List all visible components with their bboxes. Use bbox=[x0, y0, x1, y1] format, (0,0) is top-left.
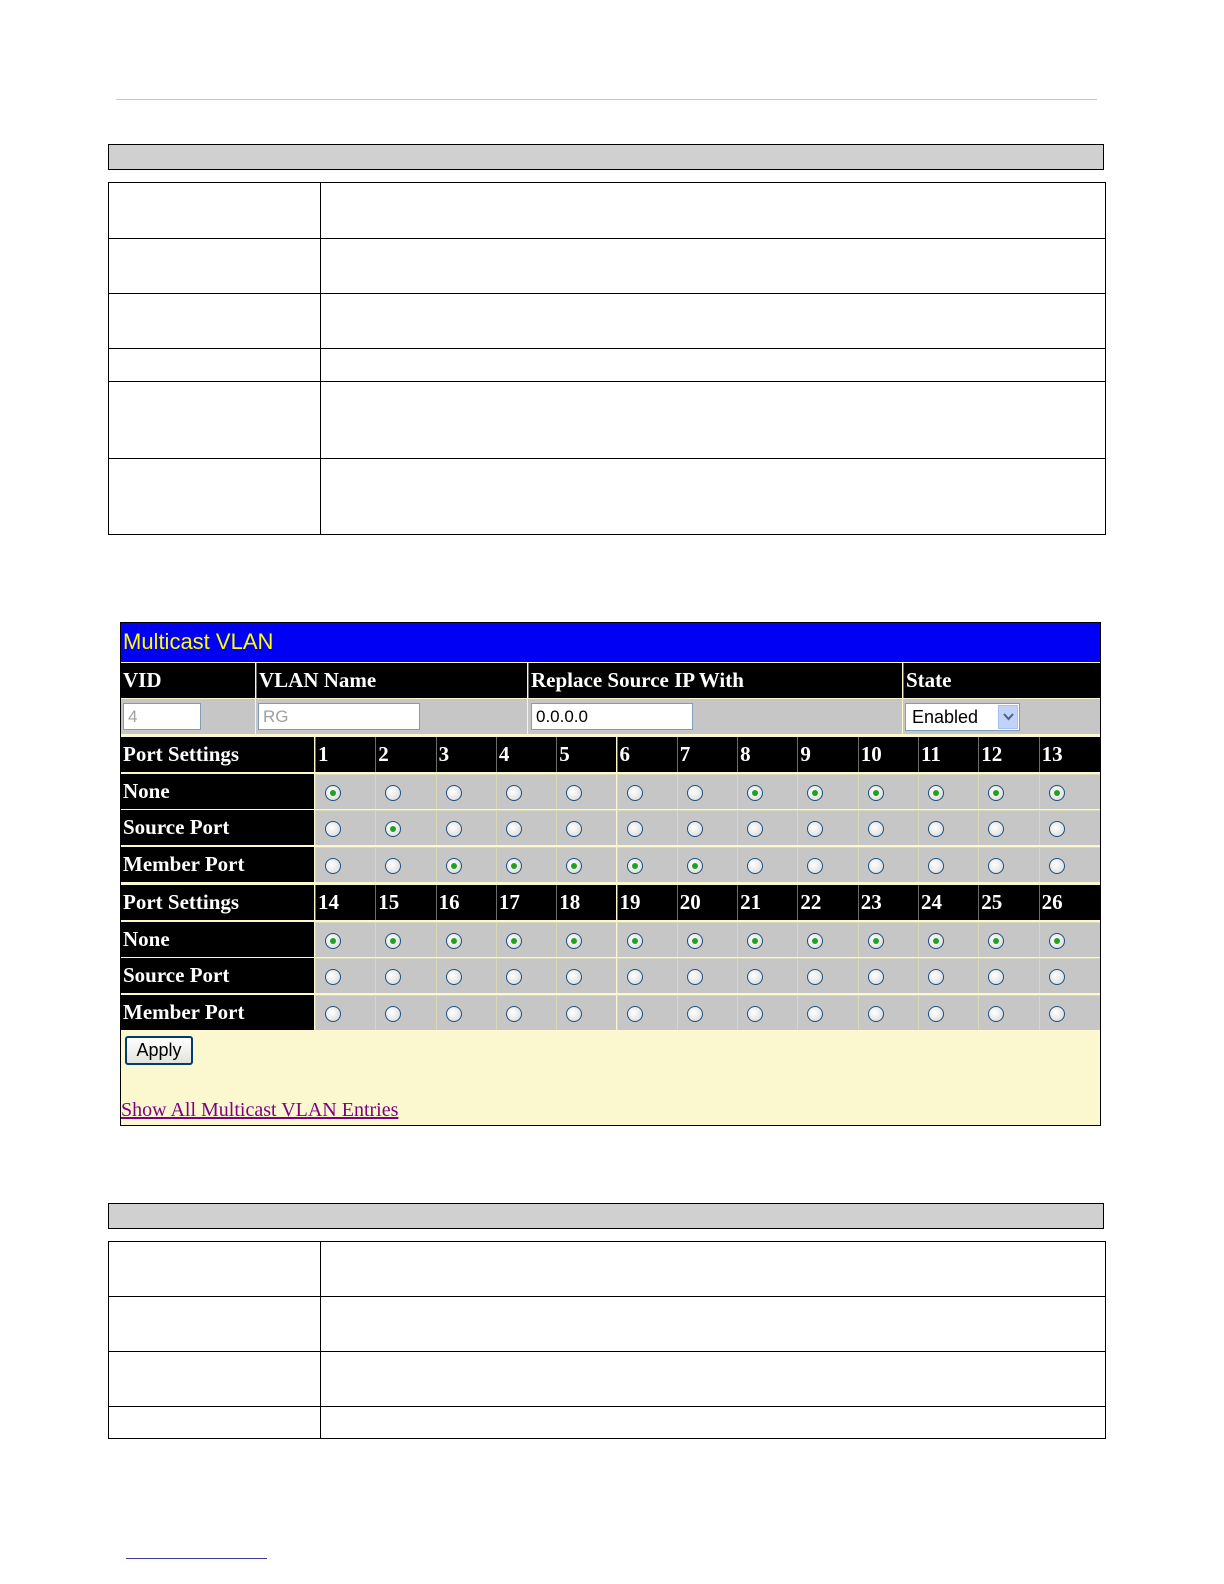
port-number: 11 bbox=[921, 742, 941, 766]
port-cell bbox=[617, 774, 677, 809]
radio-port-16-none[interactable] bbox=[446, 933, 462, 949]
port-cell bbox=[436, 847, 496, 882]
radio-port-6-source-port[interactable] bbox=[627, 821, 643, 837]
port-number-header bbox=[918, 885, 978, 920]
radio-port-6-none[interactable] bbox=[627, 785, 643, 801]
port-cell bbox=[556, 958, 616, 993]
port-cell bbox=[918, 810, 978, 845]
radio-port-18-none[interactable] bbox=[566, 933, 582, 949]
port-number-header bbox=[858, 885, 918, 920]
port-number-header bbox=[918, 737, 978, 772]
radio-port-12-member-port[interactable] bbox=[988, 858, 1004, 874]
radio-port-14-source-port[interactable] bbox=[325, 969, 341, 985]
param-name-cell bbox=[109, 1242, 321, 1297]
port-cell bbox=[677, 774, 737, 809]
radio-port-4-source-port[interactable] bbox=[506, 821, 522, 837]
param-name-cell bbox=[109, 239, 321, 294]
radio-port-3-member-port[interactable] bbox=[446, 858, 462, 874]
port-cell bbox=[918, 995, 978, 1030]
port-number: 23 bbox=[860, 890, 882, 914]
port-cell bbox=[677, 810, 737, 845]
port-cell bbox=[677, 847, 737, 882]
row-label-member-port bbox=[121, 995, 314, 1030]
port-number-header bbox=[375, 737, 435, 772]
radio-port-26-none[interactable] bbox=[1049, 933, 1065, 949]
port-cell bbox=[737, 922, 797, 957]
port-cell bbox=[315, 995, 375, 1030]
param-desc-cell bbox=[321, 183, 1106, 239]
port-number-header bbox=[978, 885, 1038, 920]
port-cell bbox=[978, 847, 1038, 882]
show-all-entries-link[interactable]: Show All Multicast VLAN Entries bbox=[121, 1099, 399, 1121]
radio-port-15-member-port[interactable] bbox=[385, 1006, 401, 1022]
radio-port-20-none[interactable] bbox=[687, 933, 703, 949]
header-vid bbox=[121, 663, 255, 698]
port-cell bbox=[978, 922, 1038, 957]
radio-port-7-source-port[interactable] bbox=[687, 821, 703, 837]
port-number-header bbox=[858, 737, 918, 772]
top-divider bbox=[116, 99, 1097, 100]
param-name-cell bbox=[109, 1352, 321, 1407]
port-cell bbox=[496, 810, 556, 845]
parameter-table-top bbox=[108, 182, 1106, 535]
port-cell bbox=[1039, 958, 1100, 993]
radio-port-5-source-port[interactable] bbox=[566, 821, 582, 837]
port-number: 19 bbox=[619, 890, 641, 914]
header-replace-ip-label: Replace Source IP With bbox=[531, 668, 744, 692]
panel-title-bar bbox=[121, 623, 1100, 662]
radio-port-24-none[interactable] bbox=[928, 933, 944, 949]
port-cell bbox=[978, 958, 1038, 993]
radio-port-22-none[interactable] bbox=[807, 933, 823, 949]
vlan-name-cell bbox=[256, 699, 527, 734]
port-number-header bbox=[677, 737, 737, 772]
port-number: 8 bbox=[740, 742, 751, 766]
radio-port-21-none[interactable] bbox=[747, 933, 763, 949]
radio-port-14-none[interactable] bbox=[325, 933, 341, 949]
radio-port-13-none[interactable] bbox=[1049, 785, 1065, 801]
radio-port-11-member-port[interactable] bbox=[928, 858, 944, 874]
port-number-header bbox=[315, 885, 375, 920]
param-desc-cell bbox=[321, 294, 1106, 349]
radio-port-9-source-port[interactable] bbox=[807, 821, 823, 837]
port-cell bbox=[1039, 810, 1100, 845]
port-cell bbox=[1039, 922, 1100, 957]
multicast-vlan-panel bbox=[120, 622, 1101, 1126]
port-cell bbox=[375, 810, 435, 845]
port-cell bbox=[375, 847, 435, 882]
radio-port-20-source-port[interactable] bbox=[687, 969, 703, 985]
param-desc-cell bbox=[321, 239, 1106, 294]
table-header-bar bbox=[108, 1203, 1104, 1229]
radio-port-24-member-port[interactable] bbox=[928, 1006, 944, 1022]
port-cell bbox=[737, 958, 797, 993]
header-state-label: State bbox=[906, 668, 952, 692]
param-desc-cell bbox=[321, 1242, 1106, 1297]
radio-port-11-source-port[interactable] bbox=[928, 821, 944, 837]
radio-port-25-none[interactable] bbox=[988, 933, 1004, 949]
row-label-source-port bbox=[121, 810, 314, 845]
radio-port-9-none[interactable] bbox=[807, 785, 823, 801]
port-cell bbox=[617, 810, 677, 845]
param-name-cell bbox=[109, 382, 321, 459]
port-cell bbox=[737, 847, 797, 882]
radio-port-7-member-port[interactable] bbox=[687, 858, 703, 874]
port-cell bbox=[858, 774, 918, 809]
port-number: 17 bbox=[498, 890, 520, 914]
port-number: 6 bbox=[619, 742, 630, 766]
port-cell bbox=[436, 958, 496, 993]
port-number-header bbox=[617, 885, 677, 920]
state-select-value: Enabled bbox=[912, 707, 979, 727]
radio-port-21-member-port[interactable] bbox=[747, 1006, 763, 1022]
port-number-header bbox=[797, 885, 857, 920]
port-number-header bbox=[797, 737, 857, 772]
radio-port-23-source-port[interactable] bbox=[868, 969, 884, 985]
port-number-header bbox=[737, 737, 797, 772]
row-label-port-settings bbox=[121, 885, 314, 920]
port-number-header bbox=[436, 885, 496, 920]
port-cell bbox=[315, 922, 375, 957]
port-cell bbox=[375, 958, 435, 993]
port-number-header bbox=[496, 737, 556, 772]
port-number-header bbox=[737, 885, 797, 920]
radio-port-4-none[interactable] bbox=[506, 785, 522, 801]
port-number: 18 bbox=[559, 890, 581, 914]
radio-port-24-source-port[interactable] bbox=[928, 969, 944, 985]
radio-port-11-none[interactable] bbox=[928, 785, 944, 801]
parameter-table-bottom bbox=[108, 1241, 1106, 1439]
port-cell bbox=[436, 922, 496, 957]
radio-port-10-source-port[interactable] bbox=[868, 821, 884, 837]
port-cell bbox=[375, 922, 435, 957]
port-number-header bbox=[677, 885, 737, 920]
radio-port-9-member-port[interactable] bbox=[807, 858, 823, 874]
radio-port-25-member-port[interactable] bbox=[988, 1006, 1004, 1022]
replace-ip-input[interactable]: 0.0.0.0 bbox=[531, 703, 693, 730]
port-cell bbox=[1039, 847, 1100, 882]
param-desc-cell bbox=[321, 382, 1106, 459]
port-cell bbox=[496, 958, 556, 993]
radio-port-13-member-port[interactable] bbox=[1049, 858, 1065, 874]
port-cell bbox=[315, 810, 375, 845]
port-number: 7 bbox=[679, 742, 691, 766]
param-name-cell bbox=[109, 349, 321, 382]
port-number: 2 bbox=[378, 742, 389, 766]
port-cell bbox=[496, 922, 556, 957]
radio-port-13-source-port[interactable] bbox=[1049, 821, 1065, 837]
replace-ip-cell bbox=[528, 699, 902, 734]
row-label-source-port bbox=[121, 958, 314, 993]
port-number-header bbox=[1039, 737, 1100, 772]
port-cell bbox=[978, 774, 1038, 809]
row-label-text: None bbox=[123, 926, 170, 951]
radio-port-2-source-port[interactable] bbox=[385, 821, 401, 837]
port-number: 1 bbox=[318, 742, 329, 766]
port-cell bbox=[677, 922, 737, 957]
param-name-cell bbox=[109, 1407, 321, 1439]
header-vid-label: VID bbox=[123, 668, 162, 692]
port-number: 3 bbox=[438, 742, 450, 766]
radio-port-8-member-port[interactable] bbox=[747, 858, 763, 874]
row-label-text: Port Settings bbox=[123, 890, 240, 914]
radio-port-1-none[interactable] bbox=[325, 785, 341, 801]
radio-port-4-member-port[interactable] bbox=[506, 858, 522, 874]
radio-port-21-source-port[interactable] bbox=[747, 969, 763, 985]
row-label-text: Member Port bbox=[123, 999, 245, 1024]
port-cell bbox=[496, 995, 556, 1030]
param-desc-cell bbox=[321, 1352, 1106, 1407]
radio-port-25-source-port[interactable] bbox=[988, 969, 1004, 985]
port-cell bbox=[315, 774, 375, 809]
port-cell bbox=[918, 958, 978, 993]
port-number: 21 bbox=[740, 890, 762, 914]
row-label-member-port bbox=[121, 847, 314, 882]
param-name-cell bbox=[109, 459, 321, 535]
row-label-text: Member Port bbox=[123, 851, 245, 876]
radio-port-15-none[interactable] bbox=[385, 933, 401, 949]
port-number-header bbox=[556, 885, 616, 920]
port-cell bbox=[797, 810, 857, 845]
port-cell bbox=[737, 774, 797, 809]
port-cell bbox=[797, 995, 857, 1030]
header-vlan-name bbox=[256, 663, 527, 698]
port-number: 12 bbox=[981, 742, 1003, 766]
port-cell bbox=[556, 774, 616, 809]
vlan-name-input[interactable]: RG bbox=[258, 703, 420, 730]
radio-port-23-none[interactable] bbox=[868, 933, 884, 949]
port-cell bbox=[375, 774, 435, 809]
state-cell bbox=[903, 699, 1100, 734]
port-number: 26 bbox=[1041, 890, 1063, 914]
port-number-header bbox=[556, 737, 616, 772]
row-label-text: Port Settings bbox=[123, 742, 240, 766]
param-desc-cell bbox=[321, 1407, 1106, 1439]
port-cell bbox=[677, 995, 737, 1030]
radio-port-18-member-port[interactable] bbox=[566, 1006, 582, 1022]
port-number-header bbox=[375, 885, 435, 920]
port-cell bbox=[797, 922, 857, 957]
radio-port-3-none[interactable] bbox=[446, 785, 462, 801]
apply-button[interactable]: Apply bbox=[125, 1036, 193, 1065]
port-cell bbox=[436, 810, 496, 845]
port-cell bbox=[1039, 995, 1100, 1030]
port-cell bbox=[918, 847, 978, 882]
radio-port-1-member-port[interactable] bbox=[325, 858, 341, 874]
radio-port-5-member-port[interactable] bbox=[566, 858, 582, 874]
port-number: 24 bbox=[921, 890, 942, 914]
port-cell bbox=[315, 847, 375, 882]
param-name-cell bbox=[109, 183, 321, 239]
radio-port-1-source-port[interactable] bbox=[325, 821, 341, 837]
port-cell bbox=[617, 958, 677, 993]
param-desc-cell bbox=[321, 349, 1106, 382]
row-label-text: Source Port bbox=[123, 815, 230, 839]
port-number: 25 bbox=[981, 890, 1003, 914]
radio-port-19-source-port[interactable] bbox=[627, 969, 643, 985]
port-cell bbox=[436, 995, 496, 1030]
row-label-port-settings bbox=[121, 737, 314, 772]
port-cell bbox=[858, 847, 918, 882]
radio-port-3-source-port[interactable] bbox=[446, 821, 462, 837]
row-label-text: None bbox=[123, 778, 170, 803]
radio-port-26-source-port[interactable] bbox=[1049, 969, 1065, 985]
radio-port-16-source-port[interactable] bbox=[446, 969, 462, 985]
state-select[interactable] bbox=[905, 703, 1020, 731]
port-number-header bbox=[496, 885, 556, 920]
port-cell bbox=[978, 995, 1038, 1030]
radio-port-8-source-port[interactable] bbox=[747, 821, 763, 837]
radio-port-2-none[interactable] bbox=[385, 785, 401, 801]
port-cell bbox=[556, 847, 616, 882]
row-label-text: Source Port bbox=[123, 963, 230, 987]
radio-port-8-none[interactable] bbox=[747, 785, 763, 801]
port-cell bbox=[737, 810, 797, 845]
vid-input[interactable]: 4 bbox=[123, 703, 201, 730]
port-cell bbox=[315, 958, 375, 993]
port-cell bbox=[918, 922, 978, 957]
radio-port-10-member-port[interactable] bbox=[868, 858, 884, 874]
port-cell bbox=[858, 922, 918, 957]
port-cell bbox=[617, 847, 677, 882]
port-cell bbox=[797, 958, 857, 993]
table-header-bar bbox=[108, 144, 1104, 170]
param-desc-cell bbox=[321, 459, 1106, 535]
header-vlan-name-label: VLAN Name bbox=[259, 668, 377, 692]
port-number: 20 bbox=[679, 890, 701, 914]
port-cell bbox=[858, 810, 918, 845]
port-cell bbox=[617, 995, 677, 1030]
port-cell bbox=[978, 810, 1038, 845]
port-cell bbox=[737, 995, 797, 1030]
port-number: 15 bbox=[378, 890, 400, 914]
port-number: 16 bbox=[438, 890, 460, 914]
port-cell bbox=[797, 774, 857, 809]
port-number: 9 bbox=[800, 742, 811, 766]
port-number-header bbox=[436, 737, 496, 772]
port-number: 10 bbox=[860, 742, 882, 766]
radio-port-19-member-port[interactable] bbox=[627, 1006, 643, 1022]
radio-port-22-source-port[interactable] bbox=[807, 969, 823, 985]
port-cell bbox=[496, 774, 556, 809]
radio-port-14-member-port[interactable] bbox=[325, 1006, 341, 1022]
radio-port-20-member-port[interactable] bbox=[687, 1006, 703, 1022]
radio-port-26-member-port[interactable] bbox=[1049, 1006, 1065, 1022]
radio-port-16-member-port[interactable] bbox=[446, 1006, 462, 1022]
row-label-none bbox=[121, 922, 314, 957]
port-cell bbox=[918, 774, 978, 809]
panel-title: Multicast VLAN bbox=[123, 629, 274, 654]
port-cell bbox=[858, 958, 918, 993]
port-number: 4 bbox=[498, 742, 510, 766]
radio-port-17-source-port[interactable] bbox=[506, 969, 522, 985]
port-number: 14 bbox=[318, 890, 339, 914]
port-cell bbox=[496, 847, 556, 882]
port-number-header bbox=[315, 737, 375, 772]
radio-port-17-none[interactable] bbox=[506, 933, 522, 949]
header-state bbox=[903, 663, 1100, 698]
vid-cell bbox=[121, 699, 255, 734]
port-cell bbox=[858, 995, 918, 1030]
radio-port-18-source-port[interactable] bbox=[566, 969, 582, 985]
port-cell bbox=[436, 774, 496, 809]
port-cell bbox=[677, 958, 737, 993]
port-cell bbox=[556, 922, 616, 957]
port-cell bbox=[797, 847, 857, 882]
radio-port-2-member-port[interactable] bbox=[385, 858, 401, 874]
port-cell bbox=[556, 810, 616, 845]
param-name-cell bbox=[109, 294, 321, 349]
radio-port-22-member-port[interactable] bbox=[807, 1006, 823, 1022]
chevron-down-icon[interactable] bbox=[998, 705, 1018, 729]
header-replace-ip bbox=[528, 663, 902, 698]
radio-port-19-none[interactable] bbox=[627, 933, 643, 949]
port-cell bbox=[617, 922, 677, 957]
radio-port-12-source-port[interactable] bbox=[988, 821, 1004, 837]
port-number: 13 bbox=[1041, 742, 1063, 766]
radio-port-17-member-port[interactable] bbox=[506, 1006, 522, 1022]
port-number-header bbox=[617, 737, 677, 772]
row-label-none bbox=[121, 774, 314, 809]
port-cell bbox=[556, 995, 616, 1030]
radio-port-10-none[interactable] bbox=[868, 785, 884, 801]
radio-port-12-none[interactable] bbox=[988, 785, 1004, 801]
param-desc-cell bbox=[321, 1297, 1106, 1352]
radio-port-23-member-port[interactable] bbox=[868, 1006, 884, 1022]
radio-port-5-none[interactable] bbox=[566, 785, 582, 801]
radio-port-15-source-port[interactable] bbox=[385, 969, 401, 985]
port-cell bbox=[375, 995, 435, 1030]
port-number-header bbox=[1039, 885, 1100, 920]
port-number: 5 bbox=[559, 742, 570, 766]
param-name-cell bbox=[109, 1297, 321, 1352]
port-number-header bbox=[978, 737, 1038, 772]
radio-port-6-member-port[interactable] bbox=[627, 858, 643, 874]
radio-port-7-none[interactable] bbox=[687, 785, 703, 801]
port-number: 22 bbox=[800, 890, 822, 914]
footer-line bbox=[126, 1558, 267, 1559]
port-cell bbox=[1039, 774, 1100, 809]
